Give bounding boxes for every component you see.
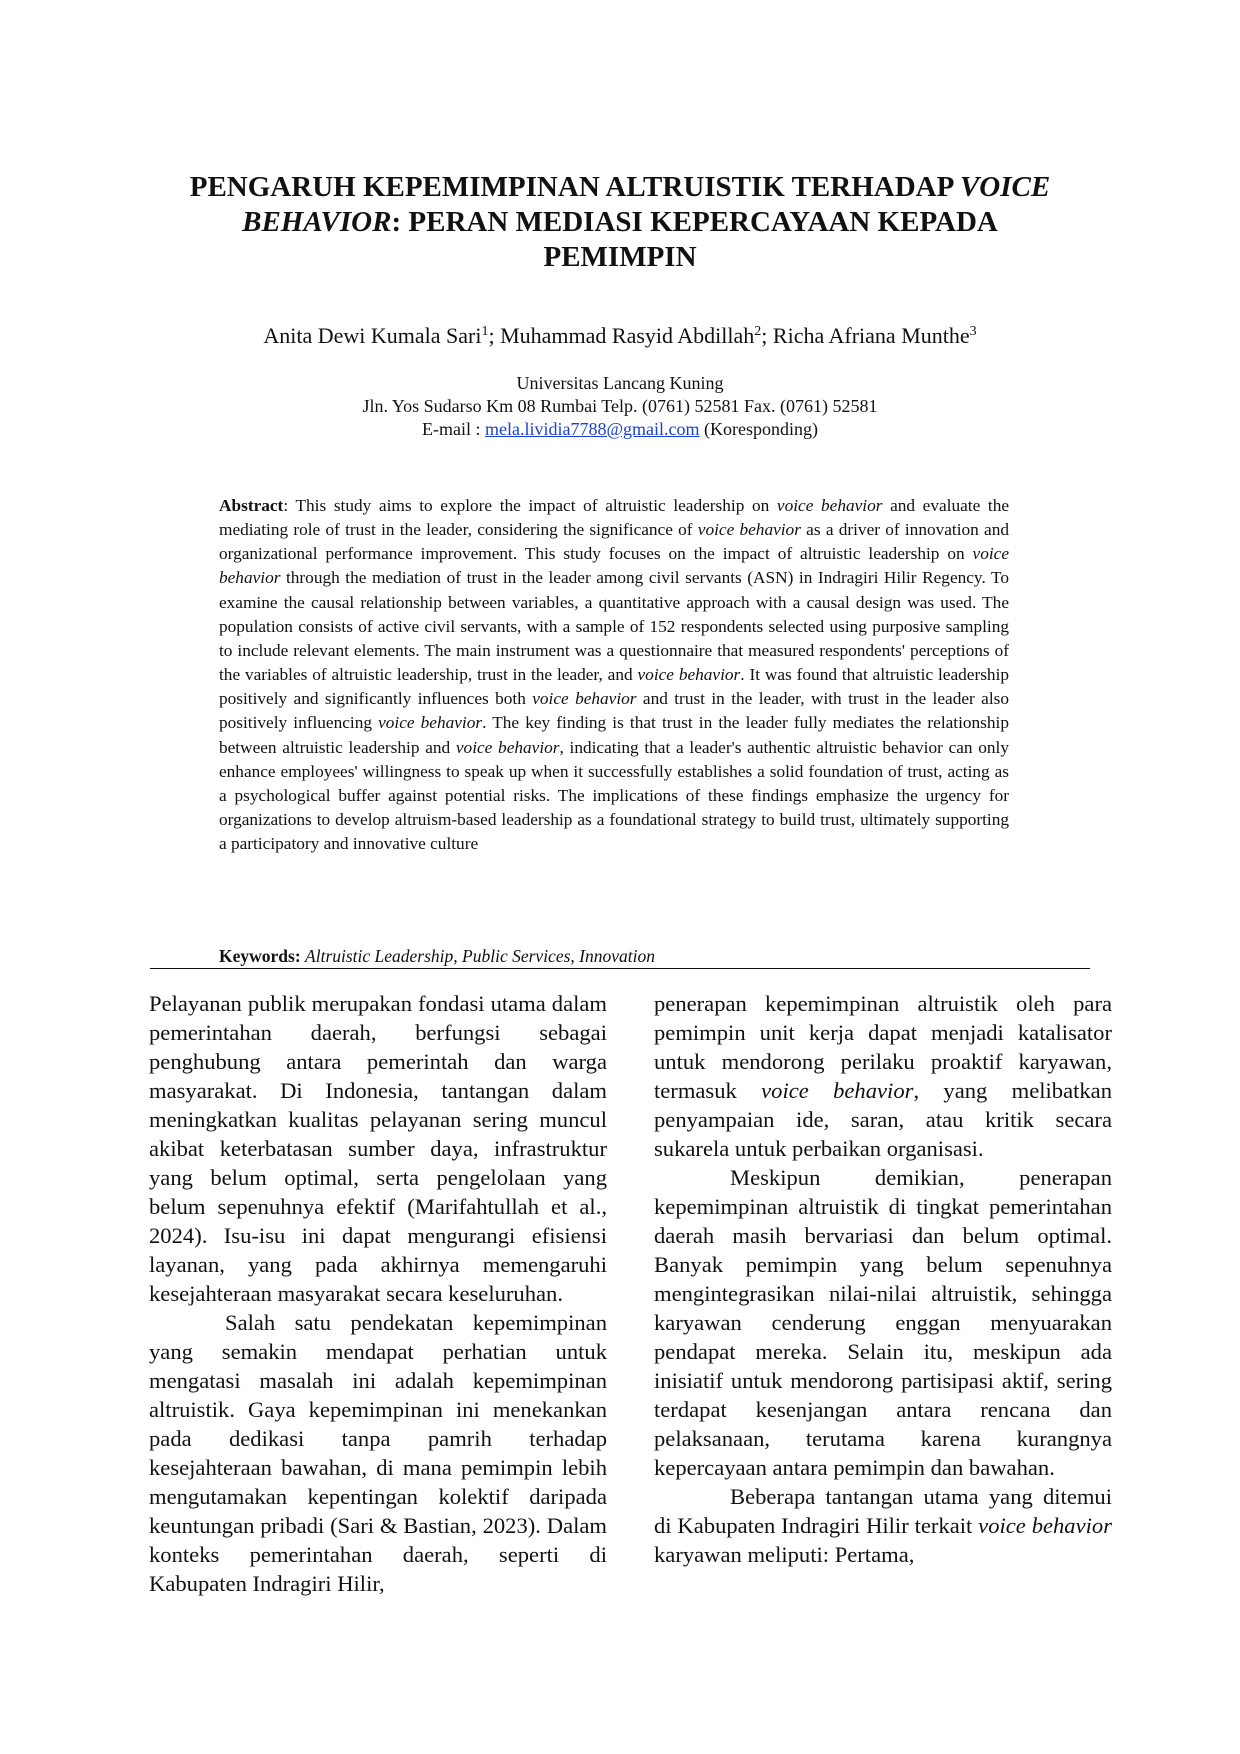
author-affil-mark: 2 (754, 324, 762, 339)
body-italic-term: voice behavior (978, 1513, 1113, 1538)
body-segment: , yang melibatkan penyampaian ide, saran, atau kritik secara sukarela untuk perbaikan organisasi. (654, 1078, 1113, 1161)
body-italic-term: voice behavior (761, 1078, 914, 1103)
abstract-segment: through the mediation of trust in the leader among civil servants (ASN) in Indragiri Hilir Regency. To examine the causal relationship between variables, a quantitative approach with a causal design was used. The population consists of active civil servants, with a sample of 152 respondents selected using purposive sampling to include relevant elements. The main instrument was a questionnaire that measured respondents' perceptions of the variables of altruistic leadership, trust in the leader, and (219, 568, 1009, 685)
abstract-label: Abstract (219, 496, 284, 515)
abstract-text (219, 494, 1009, 856)
abstract-italic-term: voice behavior (776, 496, 883, 515)
title-part-1: PENGARUH KEPEMIMPINAN ALTRUISTIK TERHADAP (189, 171, 960, 203)
body-paragraph: Meskipun demikian, penerapan kepemimpinan altruistik di tingkat pemerintahan daerah masih bervariasi dan belum optimal. Banyak pemimpin yang belum sepenuhnya mengintegrasikan nilai-nilai altruistik, sehingga karyawan cenderung enggan menyuarakan pendapat mereka. Selain itu, meskipun ada inisiatif untuk mendorong partisipasi aktif, sering terdapat kesenjangan antara rencana dan pelaksanaan, terutama karena kurangnya kepercayaan antara pemimpin dan bawahan. (654, 1165, 1112, 1480)
abstract-segment: and evaluate the mediating role of trust in the leader, considering the significance of (219, 496, 1009, 540)
keywords-line (219, 944, 1019, 968)
body-paragraph: Salah satu pendekatan kepemimpinan yang semakin mendapat perhatian untuk mengatasi masalah ini adalah kepemimpinan altruistik. Gaya kepemimpinan ini menekankan pada dedikasi tanpa pamrih terhadap kesejahteraan bawahan, di mana pemimpin lebih mengutamakan kepentingan kolektif daripada keuntungan pribadi (Sari & Bastian, 2023). Dalam konteks pemerintahan daerah, seperti di Kabupaten Indragiri Hilir, (149, 1310, 607, 1596)
body-paragraph: Pelayanan publik merupakan fondasi utama dalam pemerintahan daerah, berfungsi sebagai penghubung antara pemerintah dan warga masyarakat. Di Indonesia, tantangan dalam meningkatkan kualitas pelayanan sering muncul akibat keterbatasan sumber daya, infrastruktur yang belum optimal, serta pengelolaan yang belum sepenuhnya efektif (Marifahtullah et al., 2024). Isu-isu ini dapat mengurangi efisiensi layanan, yang pada akhirnya memengaruhi kesejahteraan masyarakat secara keseluruhan. (149, 991, 607, 1306)
author-affil-mark: 1 (481, 324, 489, 339)
body-segment: Beberapa tantangan utama yang ditemui di Kabupaten Indragiri Hilir terkait (654, 1484, 1112, 1538)
keywords-text: Altruistic Leadership, Public Services, Innovation (305, 946, 655, 966)
abstract-italic-term: voice behavior (532, 689, 637, 709)
abstract-italic-term: voice behavior (637, 665, 741, 685)
abstract-italic-term: voice behavior (219, 544, 1009, 588)
abstract-segment: as a driver of innovation and organizational performance improvement. This study focuses on the impact of altruistic leadership on (219, 520, 1009, 564)
author-list (0, 322, 1240, 350)
title-italic-1: VOICE (959, 171, 1051, 203)
author-separator: ; (488, 323, 501, 348)
abstract-segment: : This study aims to explore the impact of altruistic leadership on (283, 496, 777, 515)
body-segment: karyawan meliputi: Pertama, (654, 1542, 915, 1567)
email-label: E-mail : (421, 419, 485, 439)
abstract-segment: and trust in the leader, with trust in the leader also positively influencing (219, 689, 1009, 733)
title-part-3: PEMIMPIN (543, 241, 697, 273)
affiliation-block (0, 372, 1240, 441)
abstract-italic-term: voice behavior (455, 737, 560, 757)
body-paragraph (654, 1482, 1112, 1569)
email-line (0, 418, 1240, 441)
title-part-2: : PERAN MEDIASI KEPERCAYAAN KEPADA (391, 206, 998, 238)
body-paragraph (654, 989, 1112, 1163)
abstract-segment: . It was found that altruistic leadership positively and significantly influences both (219, 665, 1010, 709)
abstract (219, 494, 1009, 856)
body-column-right (654, 989, 1112, 1569)
abstract-segment: . The key finding is that trust in the leader fully mediates the relationship between altruistic leadership and (219, 713, 1009, 757)
keywords-label: Keywords: (219, 946, 301, 966)
university-address: Jln. Yos Sudarso Km 08 Rumbai Telp. (0761) 52581 Fax. (0761) 52581 (362, 396, 878, 416)
author-name: Muhammad Rasyid Abdillah (500, 323, 755, 348)
email-note: (Koresponding) (699, 419, 818, 439)
author-affil-mark: 3 (969, 324, 977, 339)
body-segment: penerapan kepemimpinan altruistik oleh para pemimpin unit kerja dapat menjadi katalisator untuk mendorong perilaku proaktif karyawan, termasuk (654, 991, 1112, 1103)
abstract-segment: , indicating that a leader's authentic altruistic behavior can only enhance employees' willingness to speak up when it successfully establishes a solid foundation of trust, acting as a psychological buffer against potential risks. The implications of these findings emphasize the urgency for organizations to develop altruism-based leadership as a foundational strategy to build trust, ultimately supporting a participatory and innovative culture (219, 737, 1009, 854)
paper-title (150, 170, 1090, 275)
author-separator: ; (761, 323, 773, 348)
email-link[interactable]: mela.lividia7788@gmail.com (484, 419, 700, 439)
author-name: Richa Afriana Munthe (772, 323, 970, 348)
section-divider (150, 968, 1090, 969)
author-name: Anita Dewi Kumala Sari (263, 323, 482, 348)
title-italic-2: BEHAVIOR (242, 206, 392, 238)
university-name: Universitas Lancang Kuning (516, 373, 724, 393)
abstract-italic-term: voice behavior (378, 713, 483, 733)
body-column-left (149, 989, 607, 1598)
abstract-italic-term: voice behavior (697, 520, 801, 540)
